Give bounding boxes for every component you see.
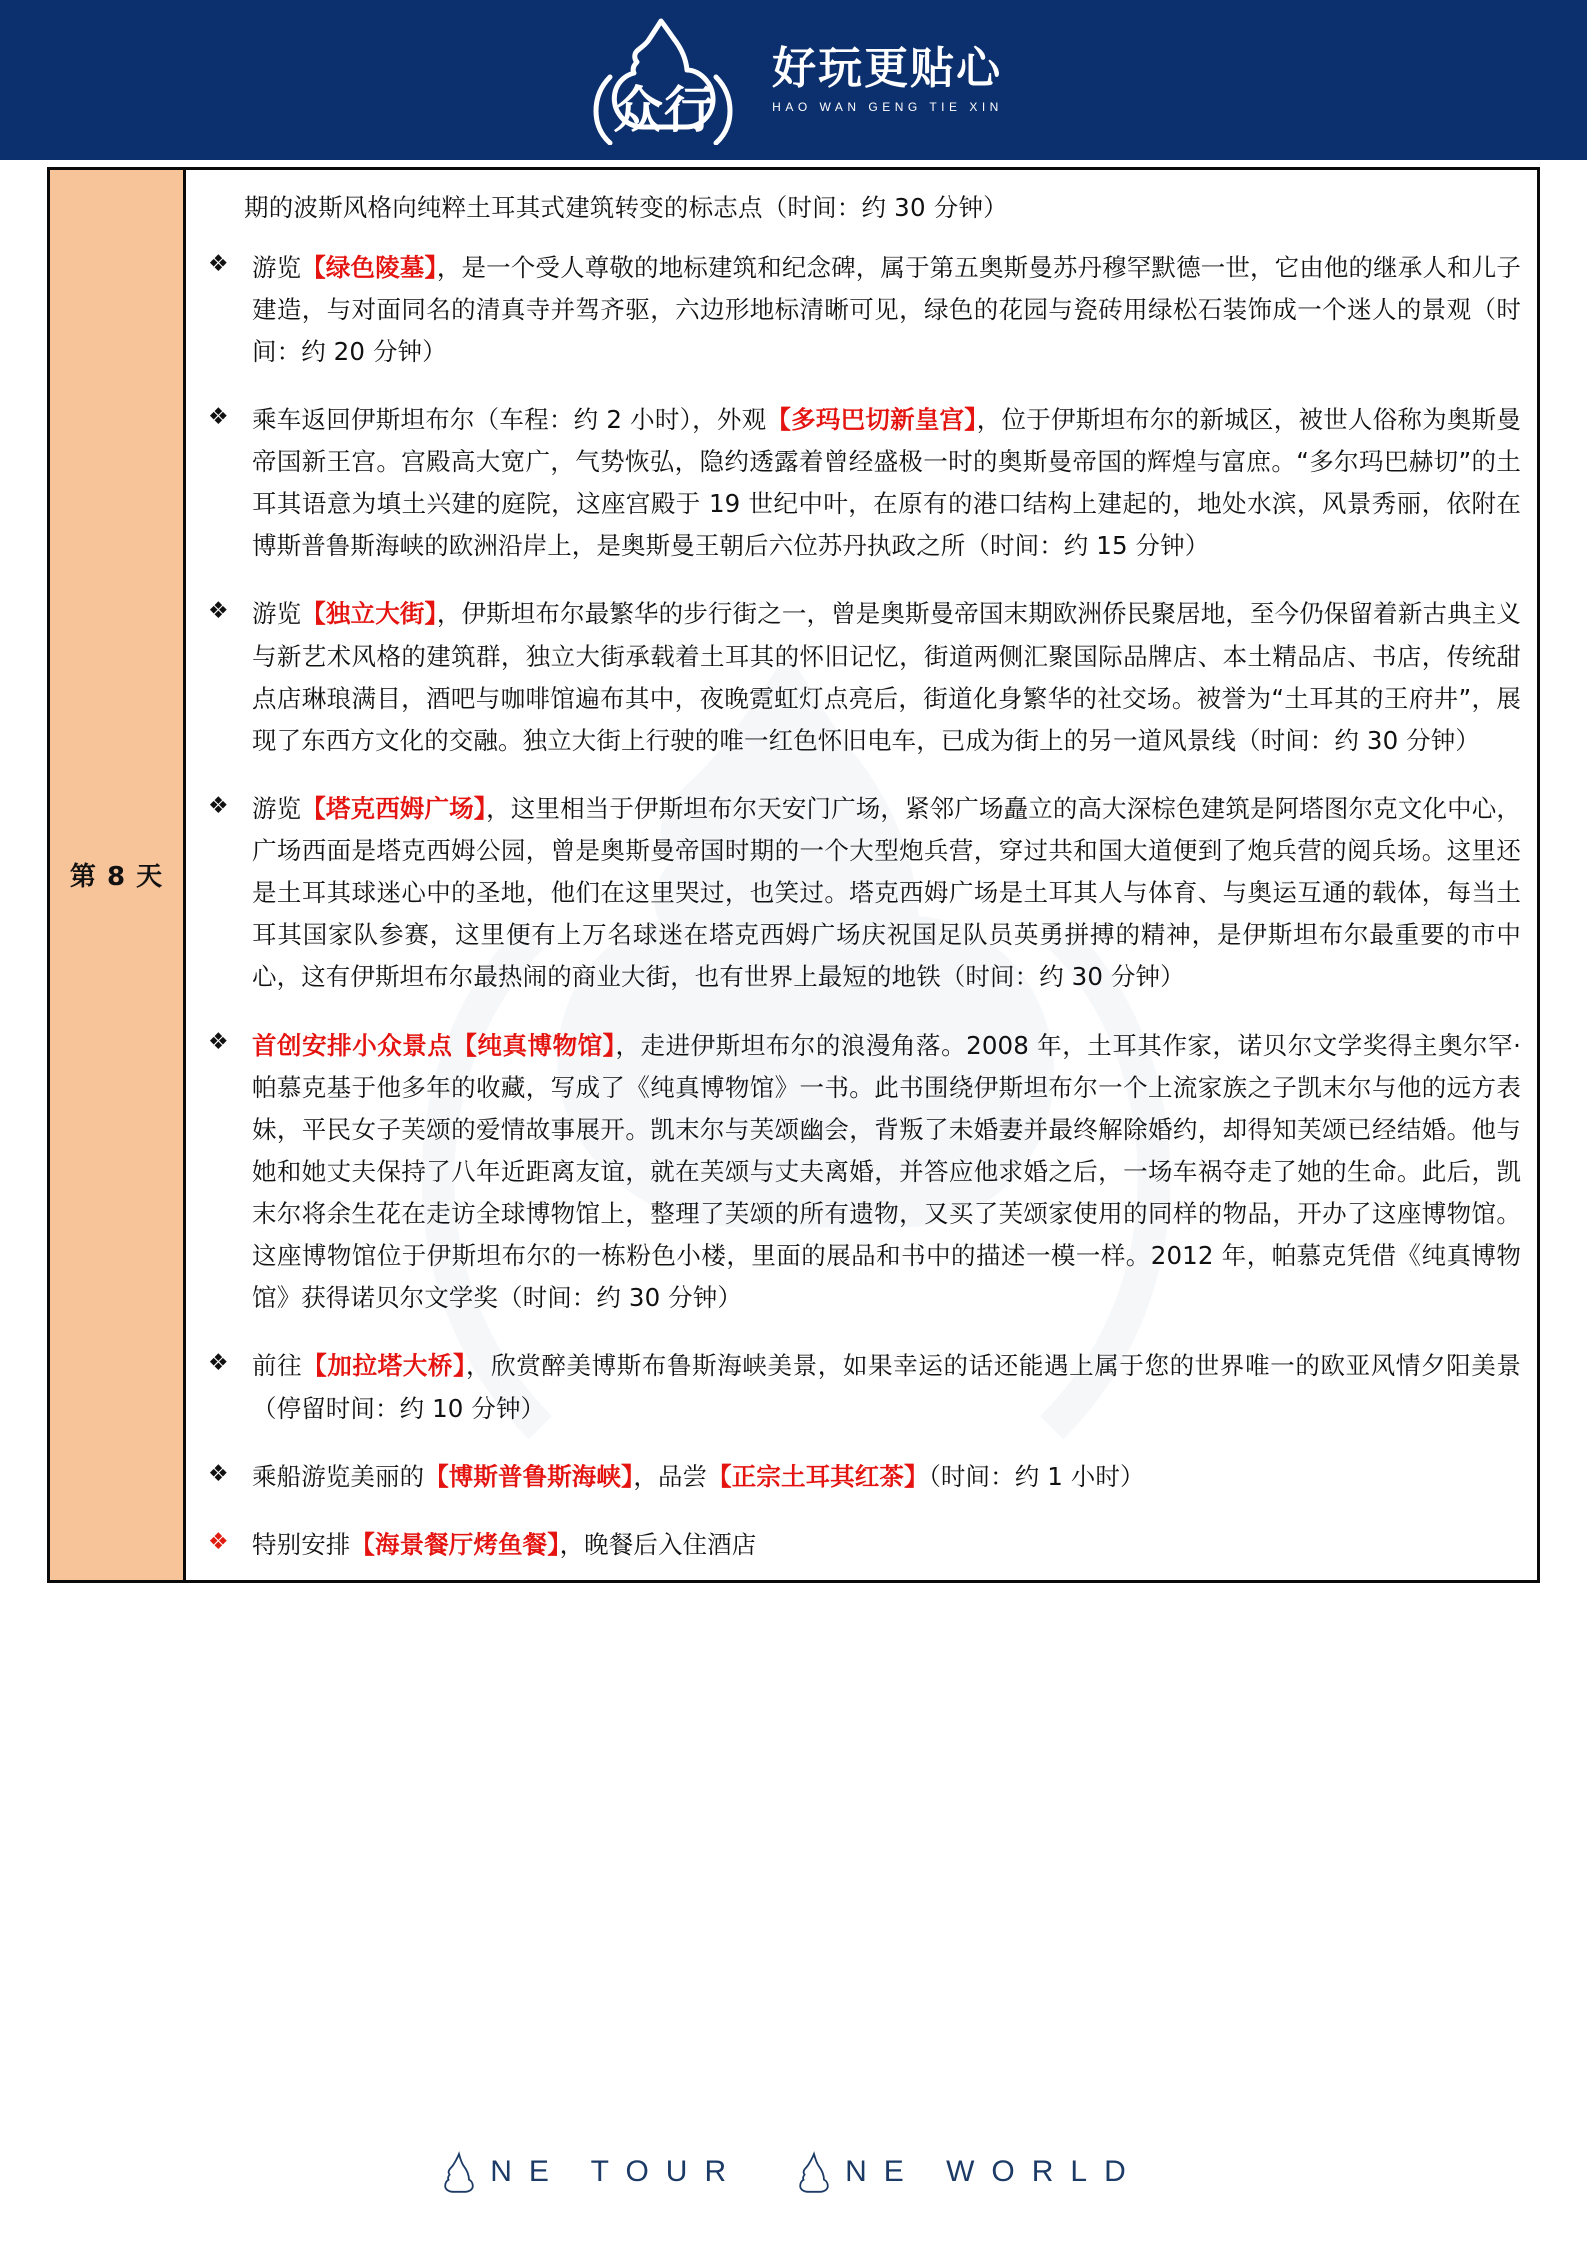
body-text: ，是一个受人尊敬的地标建筑和纪念碑，属于第五奥斯曼苏丹穆罕默德一世，它由他的继承人和儿子建造，与对面同名的清真寺并驾齐驱，六边形地标清晰可见，绿色的花园与瓷砖用绿松石装饰成一个迷人的景观（时间：约 20 分钟） xyxy=(252,252,1521,366)
bullet-diamond-icon: ❖ xyxy=(208,251,229,278)
slogan-cn: 好玩更贴心 xyxy=(772,42,1003,94)
activity-item xyxy=(200,1524,1521,1566)
body-text: ，走进伊斯坦布尔的浪漫角落。2008 年，土耳其作家，诺贝尔文学奖得主奥尔罕·帕慕克基于他多年的收藏，写成了《纯真博物馆》一书。此书围绕伊斯坦布尔一个上流家族之子凯末尔与他的远方表妹，平民女子芙颂的爱情故事展开。凯末尔与芙颂幽会，背叛了未婚妻并最终解除婚约，却得知芙颂已经结婚。他与她和她丈夫保持了八年近距离友谊，就在芙颂与丈夫离婚，并答应他求婚之后，一场车祸夺走了她的生命。此后，凯末尔将余生花在走访全球博物馆上，整理了芙颂的所有遗物，又买了芙颂家使用的同样的物品，开办了这座博物馆。这座博物馆位于伊斯坦布尔的一栋粉色小楼，里面的展品和书中的描述一模一样。2012 年，帕慕克凭借《纯真博物馆》获得诺贝尔文学奖（时间：约 30 分钟） xyxy=(252,1030,1522,1313)
footer-word-one-tour xyxy=(444,2151,743,2193)
activity-item xyxy=(200,247,1521,373)
highlight-text: 【塔克西姆广场】 xyxy=(301,793,487,823)
lead-paragraph: 期的波斯风格向纯粹土耳其式建筑转变的标志点（时间：约 30 分钟） xyxy=(244,193,1008,222)
bullet-diamond-icon: ❖ xyxy=(208,598,229,625)
body-text: 特别安排 xyxy=(252,1529,351,1559)
bullet-diamond-icon: ❖ xyxy=(208,1460,229,1487)
bullet-diamond-icon: ❖ xyxy=(208,403,229,430)
bullet-diamond-icon: ❖ xyxy=(208,1350,229,1377)
body-text: 游览 xyxy=(252,252,302,282)
day-label-cell: 第 8 天 xyxy=(49,169,185,1582)
activity-item xyxy=(200,788,1521,999)
brand-logo xyxy=(564,15,1003,145)
highlight-text: 首创安排小众景点【纯真博物馆】 xyxy=(252,1030,616,1060)
body-text: ，欣赏醉美博斯布鲁斯海峡美景，如果幸运的话还能遇上属于您的世界唯一的欧亚风情夕阳美景（停留时间：约 10 分钟） xyxy=(252,1351,1521,1423)
highlight-text: 【绿色陵墓】 xyxy=(301,252,437,282)
activity-item xyxy=(200,593,1521,762)
activity-item xyxy=(200,1345,1521,1429)
body-text: ，伊斯坦布尔最繁华的步行街之一，曾是奥斯曼帝国末期欧洲侨民聚居地，至今仍保留着新古典主义与新艺术风格的建筑群，独立大街承载着土耳其的怀旧记忆，街道两侧汇聚国际品牌店、本土精品店、书店，传统甜点店琳琅满目，酒吧与咖啡馆遍布其中，夜晚霓虹灯点亮后，街道化身繁华的社交场。被誉为“土耳其的王府井”，展现了东西方文化的交融。独立大街上行驶的唯一红色怀旧电车，已成为街上的另一道风景线（时间：约 30 分钟） xyxy=(252,599,1521,755)
body-text: 前往 xyxy=(252,1351,303,1381)
footer-word-text: NE TOUR xyxy=(490,2155,744,2188)
highlight-text: 【博斯普鲁斯海峡】 xyxy=(424,1461,634,1491)
zhongxing-logo-icon xyxy=(564,15,764,145)
cloud-drop-icon xyxy=(799,2151,829,2193)
footer-word-text: NE WORLD xyxy=(845,2155,1143,2188)
logo-cn-text: 众行 xyxy=(613,81,716,139)
activity-item xyxy=(200,1025,1521,1320)
highlight-text: 【加拉塔大桥】 xyxy=(302,1351,466,1381)
table-row xyxy=(49,169,1539,1582)
highlight-text: 【海景餐厅烤鱼餐】 xyxy=(350,1529,560,1559)
slogan-en: HAO WAN GENG TIE XIN xyxy=(772,99,1003,114)
body-text: ，位于伊斯坦布尔的新城区，被世人俗称为奥斯曼帝国新王宫。宫殿高大宽广，气势恢弘，隐约透露着曾经盛极一时的奥斯曼帝国的辉煌与富庶。“多尔玛巴赫切”的土耳其语意为填土兴建的庭院，这座宫殿于 19 世纪中叶，在原有的港口结构上建起的，地处水滨，风景秀丽，依附在博斯普鲁斯海峡的欧洲沿岸上，是奥斯曼王朝后六位苏丹执政之所（时间：约 15 分钟） xyxy=(252,404,1521,561)
bullet-diamond-icon: ❖ xyxy=(208,1528,229,1555)
bullet-diamond-icon: ❖ xyxy=(208,1029,229,1056)
body-text: 游览 xyxy=(252,599,302,629)
page-footer xyxy=(0,2151,1587,2193)
highlight-text: 【多玛巴切新皇宫】 xyxy=(766,404,977,434)
body-text: （时间：约 1 小时） xyxy=(928,1461,1145,1491)
cloud-drop-icon xyxy=(444,2151,474,2193)
body-text: 乘车返回伊斯坦布尔（车程：约 2 小时），外观 xyxy=(252,404,767,434)
highlight-text: 【正宗土耳其红茶】 xyxy=(707,1461,929,1491)
body-text: ，品尝 xyxy=(633,1461,708,1491)
body-text: ，这里相当于伊斯坦布尔天安门广场，紧邻广场矗立的高大深棕色建筑是阿塔图尔克文化中心，广场西面是塔克西姆公园，曾是奥斯曼帝国时期的一个大型炮兵营，穿过共和国大道便到了炮兵营的阅兵场。这里还是土耳其球迷心中的圣地，他们在这里哭过，也笑过。塔克西姆广场是土耳其人与体育、与奥运互通的载体，每当土耳其国家队参赛，这里便有上万名球迷在塔克西姆广场庆祝国足队员英勇拼搏的精神，是伊斯坦布尔最重要的市中心，这有伊斯坦布尔最热闹的商业大街，也有世界上最短的地铁（时间：约 30 分钟） xyxy=(252,793,1521,992)
body-text: 乘船游览美丽的 xyxy=(252,1461,425,1491)
body-text: ，晚餐后入住酒店 xyxy=(559,1529,757,1559)
itinerary-table xyxy=(47,167,1540,1583)
footer-word-one-world xyxy=(799,2151,1143,2193)
bullet-diamond-icon: ❖ xyxy=(208,792,229,819)
header-banner xyxy=(0,0,1587,160)
highlight-text: 【独立大街】 xyxy=(301,599,437,629)
activity-item xyxy=(200,399,1521,568)
day-content-cell xyxy=(185,169,1539,1582)
body-text: 游览 xyxy=(252,793,302,823)
activity-list xyxy=(200,247,1521,1566)
activity-item xyxy=(200,1456,1521,1498)
